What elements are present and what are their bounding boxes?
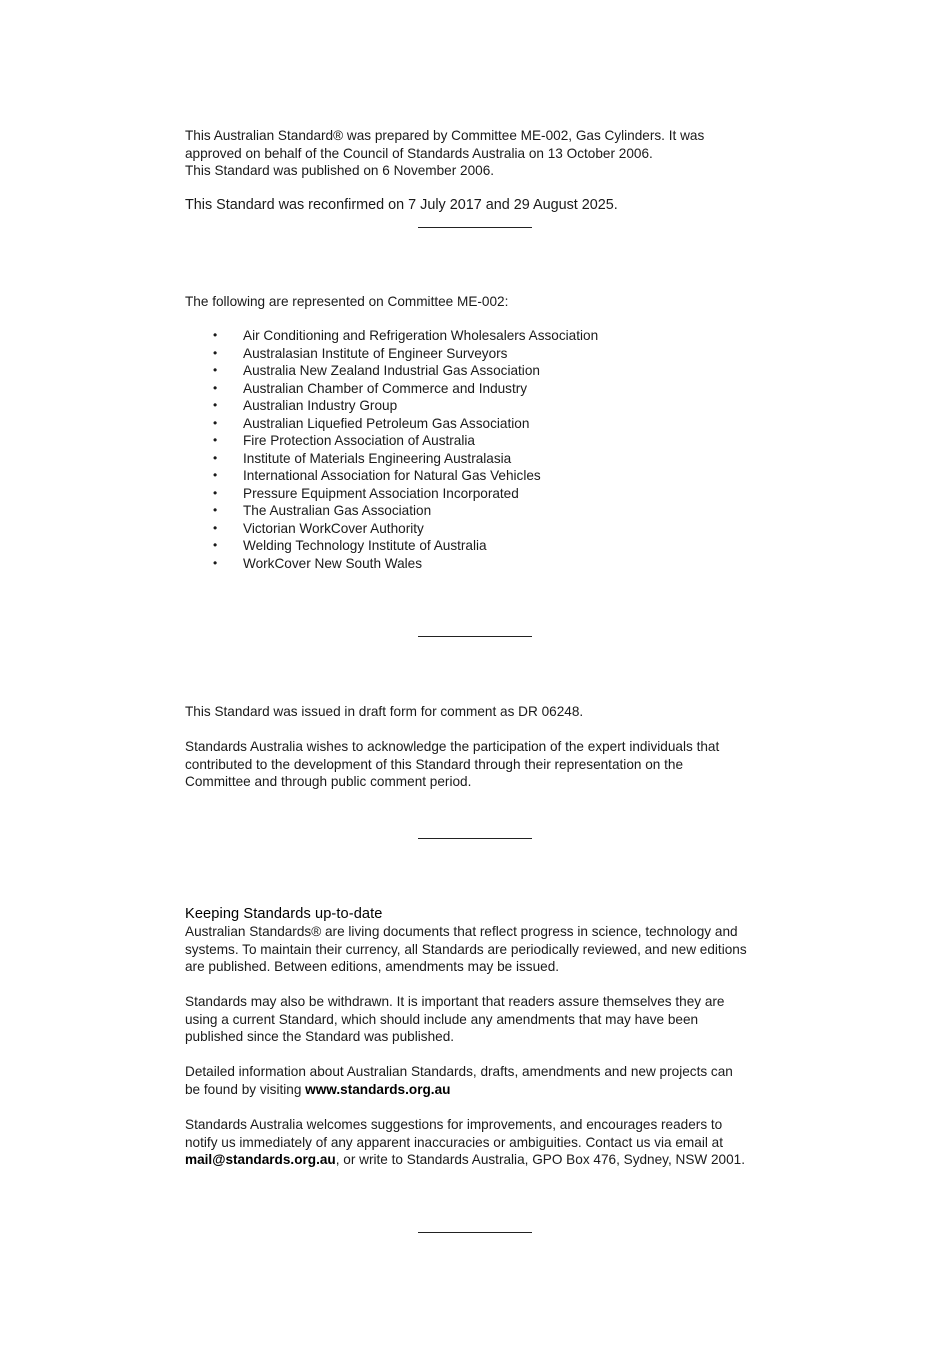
member-name: Welding Technology Institute of Australia bbox=[243, 538, 487, 553]
bullet-icon: • bbox=[213, 503, 218, 517]
preamble-line: approved on behalf of the Council of Standards Australia on 13 October 2006. bbox=[185, 145, 653, 161]
bullet-icon: • bbox=[213, 520, 218, 535]
paragraph-line: Australian Standards® are living documents that reflect progress in science, technology and bbox=[185, 924, 738, 939]
bullet-icon: • bbox=[213, 328, 218, 342]
member-name: Institute of Materials Engineering Australasia bbox=[243, 450, 512, 466]
member-name: Australasian Institute of Engineer Surveyors bbox=[243, 345, 508, 361]
paragraph-line: Standards Australia welcomes suggestions for improvements, and encourages readers to bbox=[185, 1117, 723, 1132]
email-link[interactable]: mail@standards.org.au bbox=[185, 1152, 336, 1168]
member-name: Australian Industry Group bbox=[243, 398, 398, 413]
website-paragraph bbox=[185, 1063, 775, 1098]
member-name: WorkCover New South Wales bbox=[243, 555, 423, 571]
acknowledgement-line: Committee and through public comment period. bbox=[185, 774, 472, 790]
withdrawal-paragraph bbox=[185, 993, 775, 1046]
committee-members bbox=[185, 327, 775, 572]
paragraph-line: published since the Standard was published. bbox=[185, 1029, 455, 1045]
list-item bbox=[185, 450, 775, 468]
paragraph-line: notify us immediately of any apparent inaccuracies or ambiguities. Contact us via email at bbox=[185, 1134, 723, 1150]
bullet-icon: • bbox=[213, 468, 218, 482]
member-name: Fire Protection Association of Australia bbox=[243, 433, 475, 448]
list-item bbox=[185, 432, 775, 450]
bullet-icon: • bbox=[213, 398, 218, 412]
member-name: Australian Chamber of Commerce and Industry bbox=[243, 380, 528, 396]
paragraph-line: Standards may also be withdrawn. It is important that readers assure themselves they are bbox=[185, 994, 725, 1009]
preamble-line: This Standard was published on 6 November 2006. bbox=[185, 163, 495, 179]
bullet-icon: • bbox=[213, 555, 218, 570]
section-heading: Keeping Standards up-to-date bbox=[185, 906, 383, 922]
member-name: Air Conditioning and Refrigeration Wholesalers Association bbox=[243, 328, 599, 343]
list-item bbox=[185, 502, 775, 520]
acknowledgement-line: contributed to the development of this Standard through their representation on the bbox=[185, 756, 684, 772]
bullet-icon: • bbox=[213, 450, 218, 465]
paragraph-line bbox=[185, 1151, 775, 1169]
paragraph-line bbox=[185, 1081, 775, 1099]
list-item bbox=[185, 345, 775, 363]
list-item bbox=[185, 555, 775, 573]
list-item bbox=[185, 485, 775, 503]
paragraph-line: Detailed information about Australian Standards, drafts, amendments and new projects can bbox=[185, 1064, 733, 1079]
preamble-line: This Australian Standard® was prepared by Committee ME-002, Gas Cylinders. It was bbox=[185, 128, 705, 143]
reconfirmed-text: This Standard was reconfirmed on 7 July 2017 and 29 August 2025. bbox=[185, 197, 618, 213]
separator-rule bbox=[418, 1232, 532, 1233]
bullet-icon: • bbox=[213, 380, 218, 395]
bullet-icon: • bbox=[213, 345, 218, 360]
member-name: Pressure Equipment Association Incorporated bbox=[243, 485, 519, 501]
keeping-standards-section bbox=[185, 905, 775, 976]
committee-member-list bbox=[185, 327, 775, 572]
separator-rule bbox=[418, 227, 532, 228]
reconfirmed-notice bbox=[185, 197, 775, 215]
list-item bbox=[185, 537, 775, 555]
member-name: Victorian WorkCover Authority bbox=[243, 520, 424, 536]
bullet-icon: • bbox=[213, 415, 218, 430]
paragraph-line: using a current Standard, which should include any amendments that may have been bbox=[185, 1011, 699, 1027]
preamble bbox=[185, 127, 775, 180]
bullet-icon: • bbox=[213, 538, 218, 552]
committee-intro bbox=[185, 293, 775, 311]
list-item bbox=[185, 362, 775, 380]
acknowledgement-line: Standards Australia wishes to acknowledge the participation of the expert individuals that bbox=[185, 739, 720, 754]
member-name: International Association for Natural Gas Vehicles bbox=[243, 468, 541, 483]
list-item bbox=[185, 327, 775, 345]
separator-rule bbox=[418, 636, 532, 637]
bullet-icon: • bbox=[213, 363, 218, 377]
list-item bbox=[185, 397, 775, 415]
list-item bbox=[185, 380, 775, 398]
committee-intro-text: The following are represented on Committee ME-002: bbox=[185, 294, 509, 309]
member-name: Australian Liquefied Petroleum Gas Association bbox=[243, 415, 530, 431]
list-item bbox=[185, 467, 775, 485]
bullet-icon: • bbox=[213, 433, 218, 447]
website-prefix: be found by visiting bbox=[185, 1081, 306, 1097]
member-name: The Australian Gas Association bbox=[243, 503, 432, 518]
member-name: Australia New Zealand Industrial Gas Association bbox=[243, 363, 540, 378]
address-text: , or write to Standards Australia, GPO Box 476, Sydney, NSW 2001. bbox=[335, 1152, 746, 1168]
bullet-icon: • bbox=[213, 485, 218, 500]
list-item bbox=[185, 520, 775, 538]
paragraph-line: systems. To maintain their currency, all Standards are periodically reviewed, and new editions bbox=[185, 941, 747, 957]
paragraph-line: are published. Between editions, amendments may be issued. bbox=[185, 959, 560, 975]
list-item bbox=[185, 415, 775, 433]
website-link[interactable]: www.standards.org.au bbox=[305, 1081, 451, 1097]
draft-notice bbox=[185, 703, 775, 721]
acknowledgement bbox=[185, 738, 775, 791]
separator-rule bbox=[418, 838, 532, 839]
contact-paragraph bbox=[185, 1116, 775, 1169]
draft-issued-text: This Standard was issued in draft form for comment as DR 06248. bbox=[185, 704, 584, 719]
